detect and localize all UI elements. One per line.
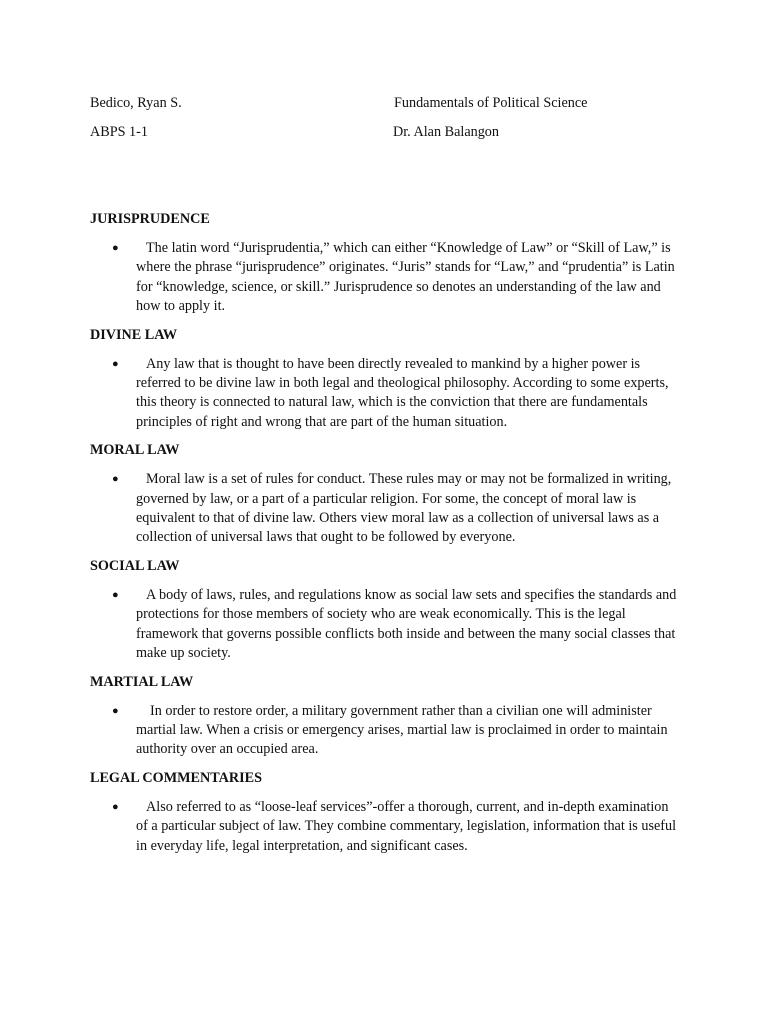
section-paragraph: Also referred to as “loose-leaf services”-offer a thorough, current, and in-depth examination of a particular subject of law. They combine commentary, legislation, information that is useful in everyday life, legal interpretation, and significant cases. xyxy=(136,798,677,854)
section-legal-commentaries xyxy=(90,769,680,856)
section-jurisprudence xyxy=(90,210,680,317)
course-title: Fundamentals of Political Science xyxy=(394,95,588,111)
document-body xyxy=(90,210,680,865)
bullet-item xyxy=(90,470,680,548)
professor-name: Dr. Alan Balangon xyxy=(393,124,499,140)
section-moral-law xyxy=(90,441,680,548)
section-heading: DIVINE LAW xyxy=(90,326,178,343)
bullet-item xyxy=(90,702,680,760)
section-paragraph: Any law that is thought to have been directly revealed to mankind by a higher power is referred to be divine law in both legal and theological philosophy. According to some experts, this theory is connected to natural law, which is the conviction that there are fundamentals principles of right and wrong that are part of the human situation. xyxy=(136,355,669,430)
section-heading: JURISPRUDENCE xyxy=(90,211,210,227)
section-heading: MARTIAL LAW xyxy=(90,673,194,690)
bullet-item xyxy=(90,586,680,664)
bullet-icon: ● xyxy=(112,800,119,813)
section-paragraph: A body of laws, rules, and regulations know as social law sets and specifies the standards and protections for those members of society who are weak economically. This is the legal framework that governs possible conflicts both inside and between the many social classes that make up society. xyxy=(136,586,677,662)
section-social-law xyxy=(90,557,680,664)
bullet-icon: ● xyxy=(112,704,119,717)
section-heading: SOCIAL LAW xyxy=(90,557,180,574)
section-paragraph: The latin word “Jurisprudentia,” which can either “Knowledge of Law” or “Skill of Law,” is where the phrase “jurisprudence” originates. “Juris” stands for “Law,” and “prudentia” is Latin for “knowledge, science, or skill.” Jurisprudence so denotes an understanding of the law and how to apply it. xyxy=(136,240,675,315)
bullet-icon: ● xyxy=(112,242,119,254)
section-martial-law xyxy=(90,673,680,760)
bullet-item xyxy=(90,798,680,856)
section-divine-law xyxy=(90,326,680,433)
section-paragraph: Moral law is a set of rules for conduct. These rules may or may not be formalized in writing, governed by law, or a part of a particular religion. For some, the concept of moral law is equivalent to that of divine law. Others view moral law as a collection of universal laws as a collection of universal laws that ought to be followed by everyone. xyxy=(136,471,672,546)
section-paragraph: In order to restore order, a military government rather than a civilian one will administer martial law. When a crisis or emergency arises, martial law is proclaimed in order to maintain authority over an occupied area. xyxy=(136,702,668,758)
class-section: ABPS 1-1 xyxy=(90,124,148,140)
bullet-item xyxy=(90,239,680,317)
section-heading: LEGAL COMMENTARIES xyxy=(90,769,262,786)
bullet-icon: ● xyxy=(112,588,119,601)
bullet-icon: ● xyxy=(112,357,119,370)
section-heading: MORAL LAW xyxy=(90,442,180,459)
bullet-item xyxy=(90,355,680,433)
bullet-icon: ● xyxy=(112,473,119,486)
student-name: Bedico, Ryan S. xyxy=(90,95,182,111)
